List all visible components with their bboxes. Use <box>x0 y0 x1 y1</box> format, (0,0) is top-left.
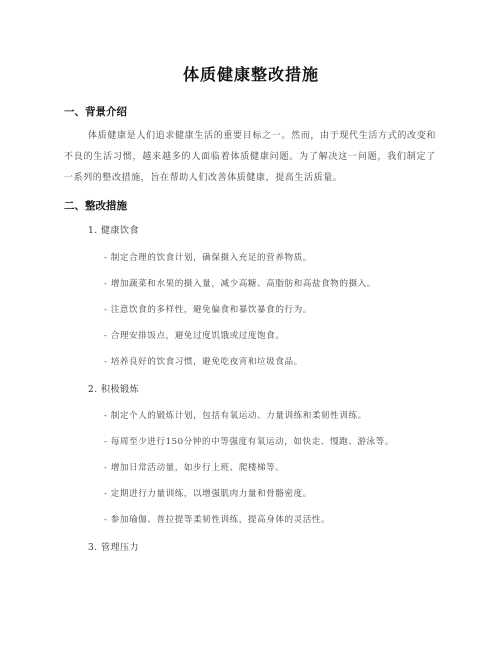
subsection-label-stress: 3. 管理压力 <box>88 543 139 553</box>
background-paragraph: 体质健康是人们追求健康生活的重要目标之一。然而，由于现代生活方式的改变和不良的生活习惯，越来越多的人面临着体质健康问题。为了解决这一问题，我们制定了一系列的整改措施，旨在帮助人们改善体质健康，提高生活质量。 <box>64 131 436 183</box>
subsection-label-diet: 1. 健康饮食 <box>88 226 139 236</box>
section-heading-measures: 二、整改措施 <box>64 200 127 212</box>
list-item: - 注意饮食的多样性，避免偏食和暴饮暴食的行为。 <box>104 305 312 315</box>
list-item: - 培养良好的饮食习惯，避免吃夜宵和垃圾食品。 <box>104 357 303 367</box>
section-heading-background: 一、背景介绍 <box>64 106 127 118</box>
list-item: - 定期进行力量训练，以增强肌肉力量和骨骼密度。 <box>104 489 312 499</box>
list-item: - 合理安排饭点，避免过度饥饿或过度饱食。 <box>104 331 285 341</box>
list-item: - 参加瑜伽、普拉提等柔韧性训练，提高身体的灵活性。 <box>104 515 331 525</box>
document-title: 体质健康整改措施 <box>182 65 319 84</box>
list-item: - 增加蔬菜和水果的摄入量，减少高糖、高脂肪和高盐食物的摄入。 <box>104 279 376 289</box>
subsection-label-exercise: 2. 积极锻炼 <box>88 385 139 395</box>
list-item: - 每周至少进行150分钟的中等强度有氧运动，如快走、慢跑、游泳等。 <box>104 437 394 447</box>
list-item: - 制定个人的锻炼计划，包括有氧运动、力量训练和柔韧性训练。 <box>104 411 367 421</box>
list-item: - 增加日常活动量，如步行上班、爬楼梯等。 <box>104 463 285 473</box>
list-item: - 制定合理的饮食计划，确保摄入充足的营养物质。 <box>104 253 312 263</box>
